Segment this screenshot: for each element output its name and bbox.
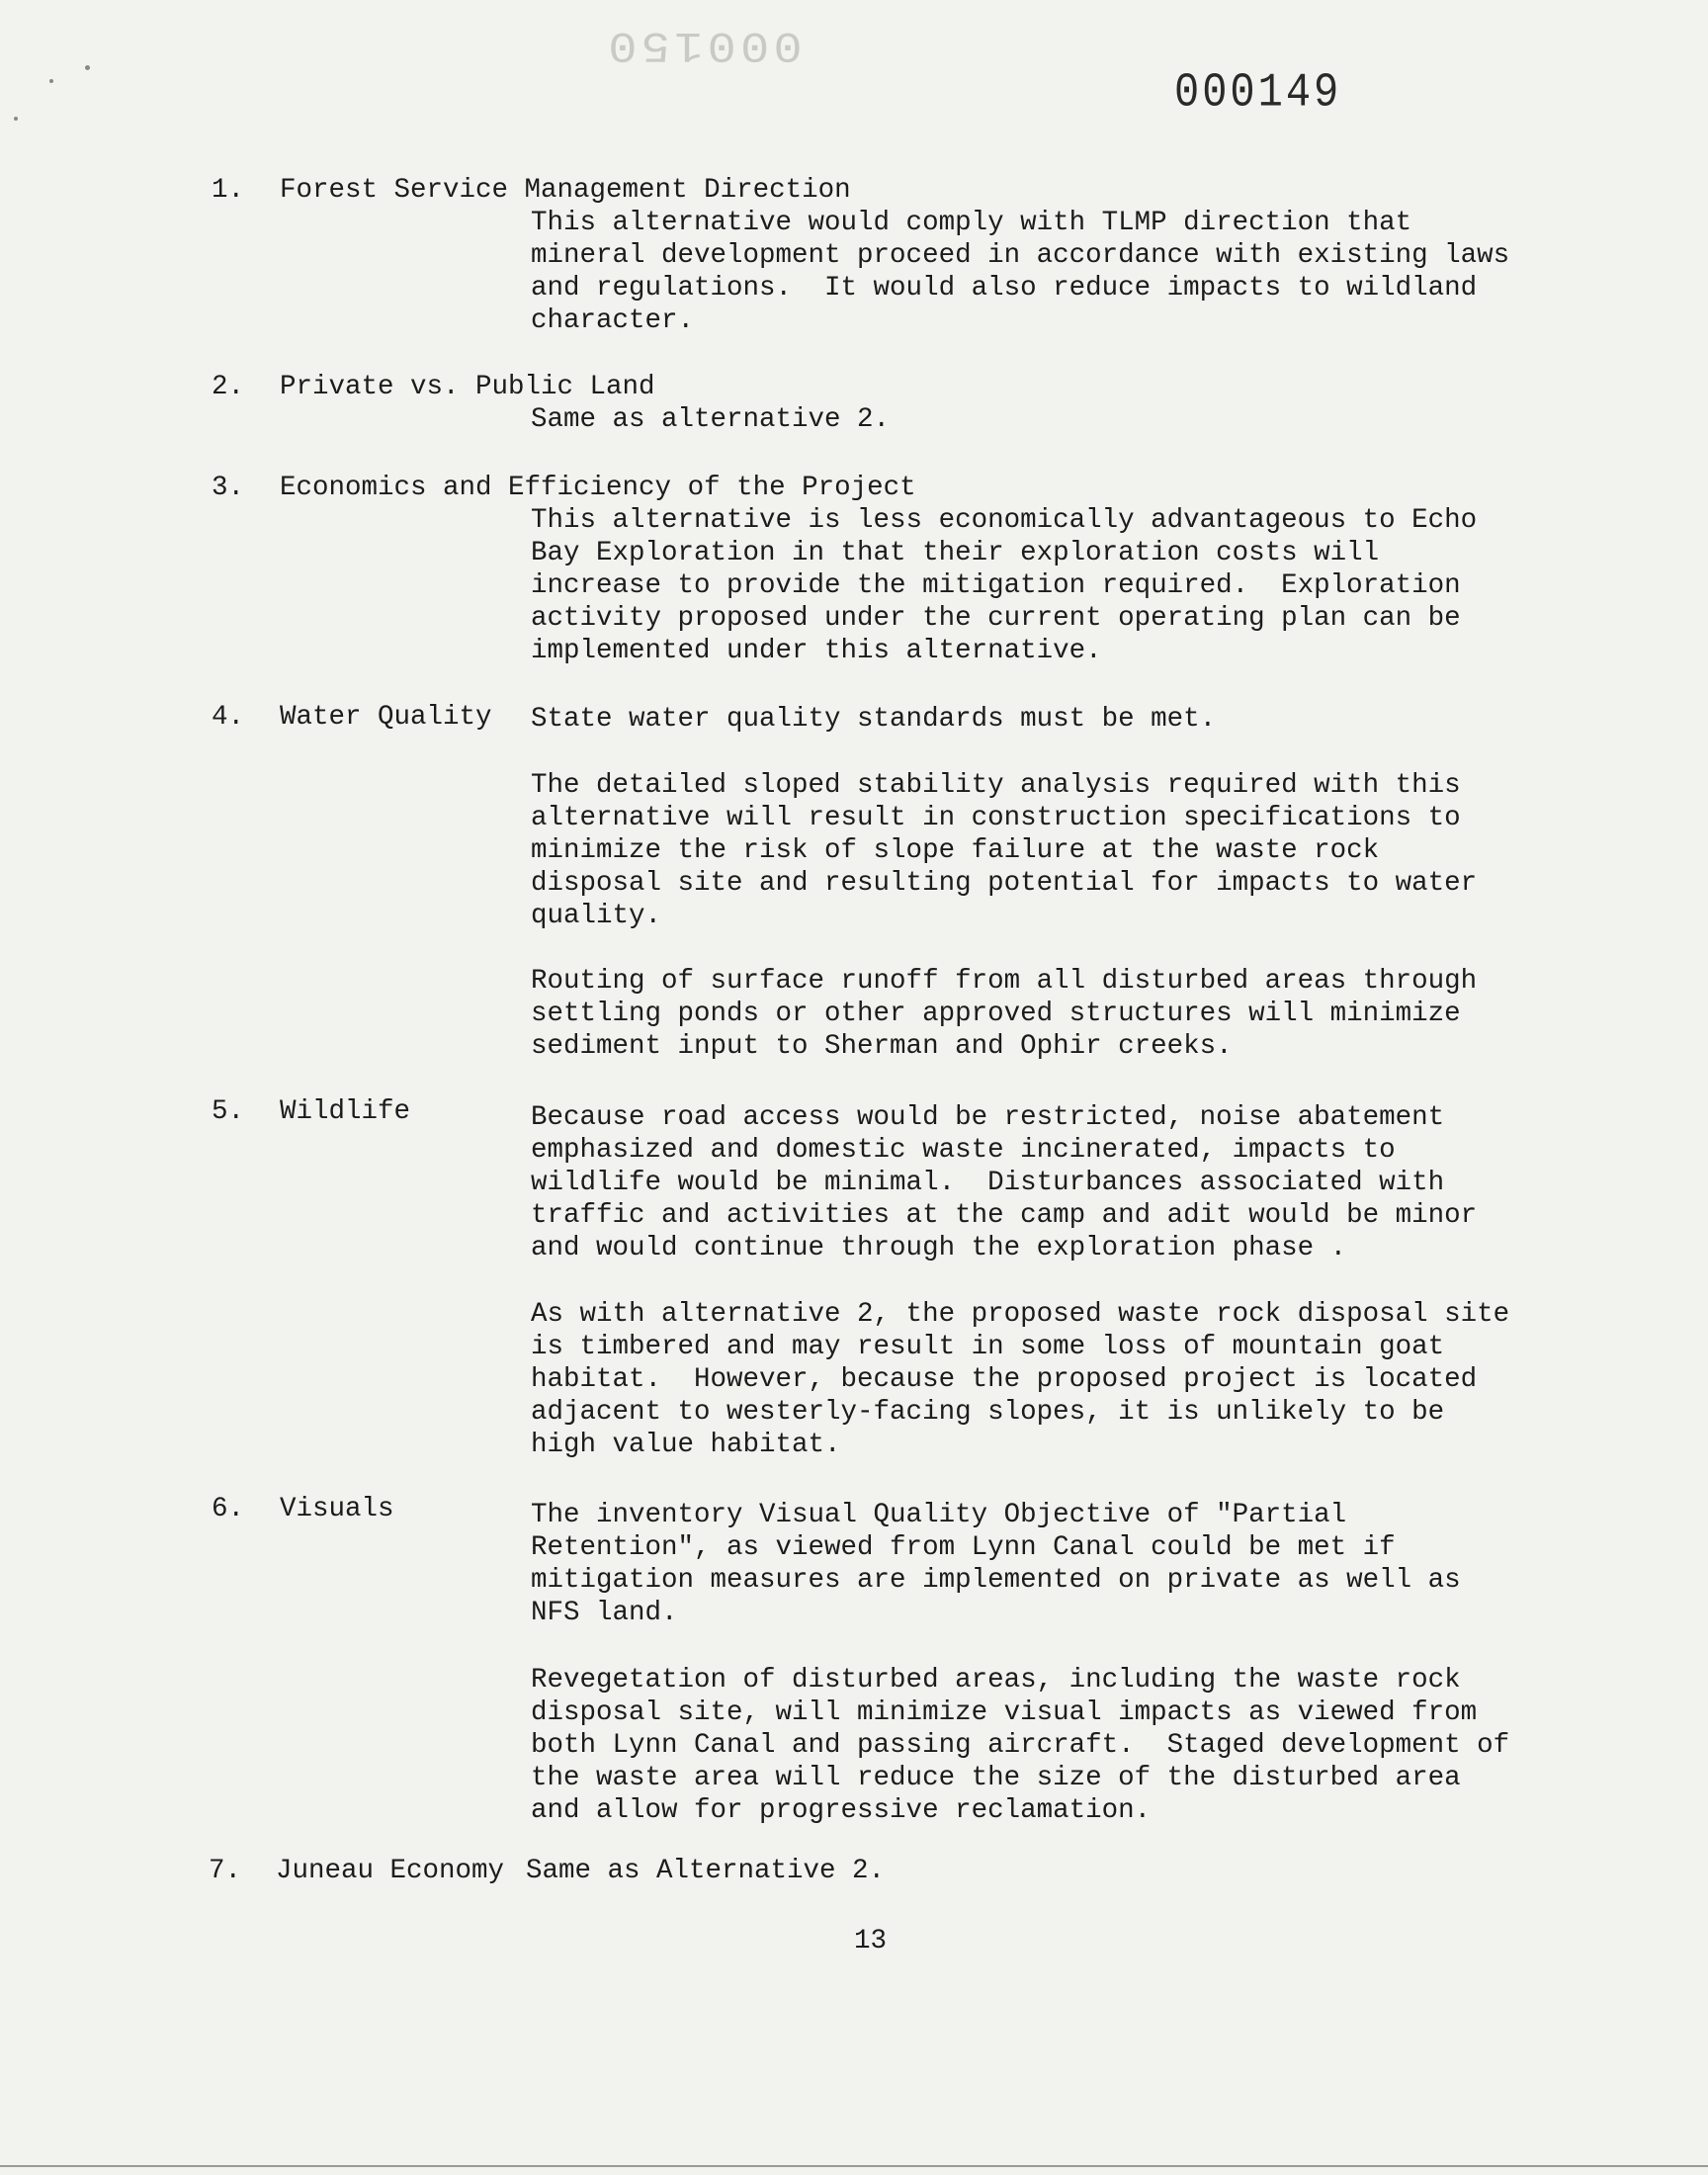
item-number: 1. xyxy=(212,175,245,206)
item-heading: Juneau Economy xyxy=(276,1856,505,1886)
item-paragraph: As with alternative 2, the proposed waste rock disposal site is timbered and may result in some loss of mountain goat habitat. However, because the proposed project is located adjacent to westerly-facing slopes, it is unlikely to be high value habitat. xyxy=(531,1299,1510,1460)
item-paragraph: Same as Alternative 2. xyxy=(526,1856,886,1886)
page-bottom-edge xyxy=(0,2165,1708,2167)
item-number: 5. xyxy=(212,1096,245,1127)
item-heading: Visuals xyxy=(280,1494,394,1524)
item-heading: Water Quality xyxy=(280,702,492,733)
faint-bates-stamp: 000150 xyxy=(603,20,803,69)
item-number: 4. xyxy=(212,702,245,733)
item-paragraph: This alternative would comply with TLMP direction that mineral development proceed in accordance with existing laws and regulations. It would also reduce impacts to wildland character. xyxy=(531,208,1510,336)
item-heading: Economics and Efficiency of the Project xyxy=(280,473,916,503)
item-heading: Forest Service Management Direction xyxy=(280,175,851,206)
scan-speck xyxy=(85,65,90,70)
item-paragraph: Routing of surface runoff from all disturbed areas through settling ponds or other approved structures will minimize sediment input to Sherman and Ophir creeks. xyxy=(531,966,1478,1062)
item-number: 3. xyxy=(212,473,245,503)
item-number: 6. xyxy=(212,1494,245,1524)
bates-stamp: 000149 xyxy=(1174,65,1342,121)
item-number: 7. xyxy=(209,1856,242,1886)
page-number: 13 xyxy=(854,1926,888,1957)
item-paragraph: The detailed sloped stability analysis required with this alternative will result in construction specifications to minimize the risk of slope failure at the waste rock disposal site and resulting potential for impacts to water quality. xyxy=(531,770,1478,931)
scan-speck xyxy=(14,117,18,121)
item-paragraph: This alternative is less economically advantageous to Echo Bay Exploration in that their exploration costs will increase to provide the mitigation required. Exploration activity proposed under the current operating plan can be implemented under this alternative. xyxy=(531,505,1478,666)
item-number: 2. xyxy=(212,372,245,402)
item-paragraph: Because road access would be restricted, noise abatement emphasized and domestic waste incinerated, impacts to wildlife would be minimal. Disturbances associated with traffic and activities at the camp and adit would be minor and would continue through the exploration phase . xyxy=(531,1102,1478,1263)
item-paragraph: Revegetation of disturbed areas, including the waste rock disposal site, will minimize visual impacts as viewed from both Lynn Canal and passing aircraft. Staged development of the waste area will reduce the size of the disturbed area and allow for progressive reclamation. xyxy=(531,1665,1510,1826)
item-heading: Private vs. Public Land xyxy=(280,372,655,402)
item-heading: Wildlife xyxy=(280,1096,411,1127)
item-paragraph: The inventory Visual Quality Objective of "Partial Retention", as viewed from Lynn Canal could be met if mitigation measures are implemented on private as well as NFS land. xyxy=(531,1500,1461,1628)
item-paragraph: State water quality standards must be met. xyxy=(531,704,1217,735)
scan-speck xyxy=(49,79,53,83)
item-paragraph: Same as alternative 2. xyxy=(531,404,891,435)
